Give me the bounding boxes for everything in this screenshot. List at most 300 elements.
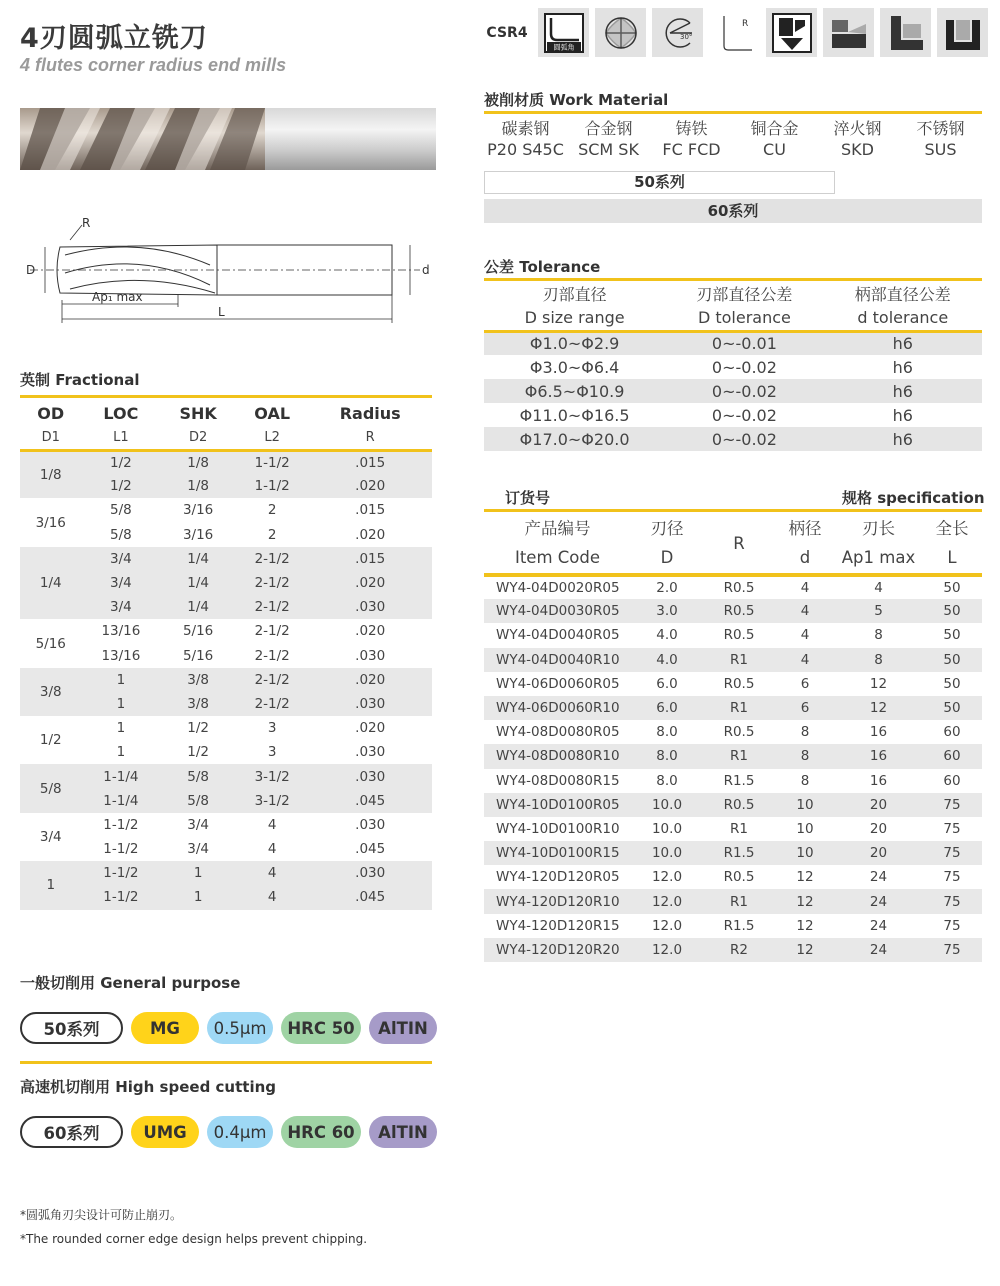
drawing-r-label: R xyxy=(82,216,91,230)
table-cell: R1.5 xyxy=(723,917,755,934)
table-cell: .030 xyxy=(308,644,432,668)
table-cell: h6 xyxy=(892,405,913,425)
table-cell: 1-1/2 xyxy=(236,450,308,474)
item-code-cell: WY4-06D0060R05 xyxy=(496,675,620,692)
table-cell: 1 xyxy=(81,740,160,764)
fractional-divider xyxy=(20,395,432,398)
table-cell: 3/4 xyxy=(160,837,236,861)
table-cell: 8 xyxy=(775,744,835,768)
od-cell: 3/4 xyxy=(20,813,81,861)
material-name: 合金钢 xyxy=(584,119,633,138)
od-cell: 3/8 xyxy=(20,668,81,716)
table-cell: .015 xyxy=(308,547,432,571)
table-cell: 3.0 xyxy=(631,599,703,623)
table-cell: R1.5 xyxy=(703,841,775,865)
svg-text:30°: 30° xyxy=(679,32,692,41)
table-cell: .020 xyxy=(308,523,432,547)
table-row xyxy=(484,817,982,841)
note-cn: *圆弧角刃尖设计可防止崩刃。 xyxy=(20,1208,183,1222)
item-code-cell: WY4-04D0040R05 xyxy=(496,627,620,644)
table-row xyxy=(484,403,982,427)
item-code-cell: WY4-04D0030R05 xyxy=(484,599,631,623)
od-cell: 1/4 xyxy=(20,547,81,620)
order-table xyxy=(484,513,982,962)
table-cell: 10 xyxy=(775,793,835,817)
table-cell: 24 xyxy=(835,889,922,913)
table-cell: 3/4 xyxy=(81,571,160,595)
table-cell: .015 xyxy=(308,450,432,474)
item-code-cell: WY4-120D120R10 xyxy=(484,889,631,913)
series-badge: 50系列 xyxy=(20,1012,123,1044)
od-cell: 1 xyxy=(20,861,81,909)
table-cell: 3 xyxy=(236,740,308,764)
table-cell: .030 xyxy=(308,813,432,837)
table-cell: 12 xyxy=(775,938,835,962)
table-cell: 1 xyxy=(160,885,236,909)
od-cell: 3/16 xyxy=(20,498,81,546)
table-cell: 60 xyxy=(922,744,982,768)
table-cell: .020 xyxy=(308,474,432,498)
table-cell: 2-1/2 xyxy=(236,644,308,668)
table-cell: 20 xyxy=(869,820,888,837)
table-row xyxy=(20,450,432,474)
hardness-badge: HRC 60 xyxy=(281,1116,361,1148)
table-cell: .030 xyxy=(308,595,432,619)
table-row xyxy=(20,668,432,692)
table-row xyxy=(484,648,982,672)
item-code-cell: WY4-10D0100R10 xyxy=(496,820,620,837)
table-cell: 3/8 xyxy=(160,668,236,692)
table-cell: 3/4 xyxy=(81,547,160,571)
table-cell: 12.0 xyxy=(631,938,703,962)
material-codes-row xyxy=(484,140,982,159)
table-cell: 3-1/2 xyxy=(236,789,308,813)
table-cell: 50 xyxy=(922,648,982,672)
order-header-cn: 产品编号 刃径 R 柄径 刃长 全长 xyxy=(484,513,982,541)
table-cell: 50 xyxy=(943,580,961,597)
table-cell: 4.0 xyxy=(631,648,703,672)
table-cell: 10.0 xyxy=(651,820,683,837)
table-cell: .045 xyxy=(308,789,432,813)
end-mill-photo xyxy=(20,100,440,178)
table-cell: 16 xyxy=(869,772,888,789)
table-cell: 2-1/2 xyxy=(236,595,308,619)
table-row xyxy=(20,644,432,668)
table-row xyxy=(484,744,982,768)
table-cell: 3/8 xyxy=(160,692,236,716)
material-code: FC FCD xyxy=(662,140,721,159)
item-code-cell: WY4-08D0080R15 xyxy=(496,772,620,789)
plunge-icon xyxy=(766,8,817,57)
table-row xyxy=(484,865,982,889)
table-cell: Φ6.5~Φ10.9 xyxy=(484,379,665,403)
table-cell: .045 xyxy=(308,837,432,861)
table-row xyxy=(484,331,982,355)
slot-side-icon xyxy=(823,8,874,57)
slotting-icon xyxy=(937,8,988,57)
coating-badge: AlTIN xyxy=(369,1012,437,1044)
table-cell: 50 xyxy=(922,696,982,720)
table-cell: R1 xyxy=(730,820,748,837)
fractional-table xyxy=(20,401,432,910)
table-cell: 1/8 xyxy=(160,474,236,498)
table-cell: 8.0 xyxy=(656,724,678,741)
table-cell: 4 xyxy=(236,861,308,885)
table-row xyxy=(20,740,432,764)
radius-profile-icon xyxy=(709,8,760,57)
series-50-bar: 50系列 xyxy=(484,171,835,194)
table-cell: 2-1/2 xyxy=(236,571,308,595)
table-cell: 75 xyxy=(922,841,982,865)
table-cell: 6 xyxy=(775,696,835,720)
page-subtitle: 4 flutes corner radius end mills xyxy=(20,55,287,75)
table-cell: 60 xyxy=(943,772,961,789)
table-cell: R0.5 xyxy=(723,724,755,741)
table-row xyxy=(484,841,982,865)
table-cell: 3/4 xyxy=(160,813,236,837)
item-code-cell: WY4-120D120R20 xyxy=(484,938,631,962)
table-cell: 8 xyxy=(835,648,922,672)
material-code: P20 S45C xyxy=(487,140,564,159)
order-label: 订货号 xyxy=(505,489,551,507)
table-cell: 16 xyxy=(869,724,888,741)
item-code-cell: WY4-06D0060R10 xyxy=(484,696,631,720)
table-row xyxy=(484,379,982,403)
drawing-d-label: D xyxy=(26,263,36,277)
helix-30-icon xyxy=(652,8,703,57)
table-cell: Φ11.0~Φ16.5 xyxy=(519,405,630,425)
table-cell: .020 xyxy=(308,571,432,595)
hardness-badge: HRC 50 xyxy=(281,1012,361,1044)
table-cell: 8 xyxy=(800,724,810,741)
table-cell: 0~-0.01 xyxy=(665,331,823,355)
table-cell: 20 xyxy=(835,841,922,865)
table-cell: 5/16 xyxy=(160,619,236,643)
table-cell: 10 xyxy=(796,820,814,837)
table-row xyxy=(484,575,982,599)
od-cell: 5/8 xyxy=(20,764,81,812)
table-cell: 3 xyxy=(236,716,308,740)
table-row xyxy=(20,885,432,909)
table-row xyxy=(484,938,982,962)
table-cell: 10.0 xyxy=(631,841,703,865)
table-cell: 1/4 xyxy=(160,547,236,571)
table-cell: 24 xyxy=(869,869,888,886)
table-cell: 4 xyxy=(236,885,308,909)
table-cell: 5/8 xyxy=(81,498,160,522)
table-cell: 8 xyxy=(874,627,883,644)
table-cell: R0.5 xyxy=(723,580,755,597)
table-cell: 1 xyxy=(160,861,236,885)
table-cell: R1 xyxy=(703,889,775,913)
table-cell: 60 xyxy=(943,724,961,741)
table-cell: R0.5 xyxy=(723,869,755,886)
table-cell: 5/16 xyxy=(160,644,236,668)
table-row xyxy=(20,595,432,619)
table-cell: .030 xyxy=(308,740,432,764)
corner-radius-icon xyxy=(538,8,589,57)
table-row xyxy=(20,764,432,788)
table-cell: 1-1/2 xyxy=(81,813,160,837)
table-cell: h6 xyxy=(824,379,982,403)
table-cell: 4 xyxy=(775,599,835,623)
table-cell: 12 xyxy=(835,696,922,720)
material-code: SKD xyxy=(841,140,874,159)
item-code-cell: WY4-10D0100R05 xyxy=(484,793,631,817)
table-cell: 1 xyxy=(81,668,160,692)
table-cell: 75 xyxy=(943,820,961,837)
svg-text:R: R xyxy=(741,18,748,29)
table-cell: 4 xyxy=(800,580,810,597)
table-cell: 12 xyxy=(796,869,814,886)
item-code-cell: WY4-08D0080R05 xyxy=(496,724,620,741)
spec-label: 规格 specification xyxy=(842,489,985,507)
table-cell: 1 xyxy=(81,692,160,716)
table-cell: 10 xyxy=(775,841,835,865)
table-cell: 4 xyxy=(236,813,308,837)
grade-badge: UMG xyxy=(131,1116,199,1148)
table-cell: 5 xyxy=(835,599,922,623)
item-code-cell: WY4-04D0020R05 xyxy=(496,580,620,597)
table-cell: 75 xyxy=(943,869,961,886)
table-cell: h6 xyxy=(892,357,913,377)
fractional-subheader-row: D1 L1 D2 L2 R xyxy=(20,426,432,450)
fractional-header-row: OD LOC SHK OAL Radius xyxy=(37,404,401,423)
table-row xyxy=(484,427,982,451)
grain-size-badge: 0.5μm xyxy=(207,1012,273,1044)
table-cell: 1-1/2 xyxy=(81,861,160,885)
table-row xyxy=(20,498,432,522)
table-row xyxy=(484,623,982,647)
table-cell: 0~-0.02 xyxy=(665,427,823,451)
four-flute-icon xyxy=(595,8,646,57)
item-code-cell: WY4-08D0080R10 xyxy=(484,744,631,768)
table-row xyxy=(484,720,982,744)
table-row xyxy=(20,789,432,813)
table-cell: 1-1/2 xyxy=(81,837,160,861)
table-cell: 50 xyxy=(943,627,961,644)
general-purpose-label: 一般切削用 General purpose xyxy=(20,974,241,992)
table-row xyxy=(484,914,982,938)
table-cell: 12 xyxy=(869,675,888,692)
od-cell: 5/16 xyxy=(20,619,81,667)
table-cell: R1 xyxy=(703,744,775,768)
material-code: SUS xyxy=(924,140,957,159)
table-cell: 10.0 xyxy=(631,793,703,817)
table-row xyxy=(20,716,432,740)
table-cell: .020 xyxy=(308,716,432,740)
table-cell: R1.5 xyxy=(723,772,755,789)
table-row xyxy=(484,355,982,379)
table-cell: 8.0 xyxy=(631,744,703,768)
item-code-cell: WY4-120D120R05 xyxy=(496,869,620,886)
table-cell: 6.0 xyxy=(656,675,678,692)
table-row xyxy=(20,692,432,716)
table-cell: 12.0 xyxy=(651,869,683,886)
table-cell: 1-1/2 xyxy=(81,885,160,909)
grain-size-badge: 0.4μm xyxy=(207,1116,273,1148)
svg-text:圆弧角: 圆弧角 xyxy=(553,43,574,51)
table-row xyxy=(484,889,982,913)
table-cell: 2 xyxy=(236,523,308,547)
order-divider xyxy=(484,509,982,512)
table-cell: 50 xyxy=(922,599,982,623)
page-title: 4刃圆弧立铣刀 xyxy=(20,23,208,54)
order-header-en: Item Code D d Ap1 max L xyxy=(484,541,982,575)
table-cell: 3-1/2 xyxy=(236,764,308,788)
table-cell: 4 xyxy=(236,837,308,861)
table-cell: .020 xyxy=(308,619,432,643)
grade-badge: MG xyxy=(131,1012,199,1044)
tolerance-label: 公差 Tolerance xyxy=(484,258,601,276)
table-cell: R0.5 xyxy=(723,627,755,644)
table-row xyxy=(20,547,432,571)
table-cell: 4 xyxy=(800,627,810,644)
table-cell: 3/16 xyxy=(160,498,236,522)
table-cell: .030 xyxy=(308,764,432,788)
material-name: 碳素钢 xyxy=(501,119,550,138)
material-code: SCM SK xyxy=(578,140,639,159)
table-cell: 5/8 xyxy=(160,789,236,813)
series-badge: 60系列 xyxy=(20,1116,123,1148)
table-cell: h6 xyxy=(824,331,982,355)
table-row xyxy=(20,861,432,885)
csr4-icon: CSR4 xyxy=(482,8,532,57)
table-cell: Φ17.0~Φ20.0 xyxy=(484,427,665,451)
table-cell: 20 xyxy=(835,793,922,817)
table-cell: R1 xyxy=(703,696,775,720)
table-cell: R2 xyxy=(703,938,775,962)
table-cell: .015 xyxy=(308,498,432,522)
table-cell: R0.5 xyxy=(703,793,775,817)
table-row xyxy=(20,837,432,861)
od-cell: 1/2 xyxy=(20,716,81,764)
table-cell: .045 xyxy=(308,885,432,909)
table-cell: 2-1/2 xyxy=(236,547,308,571)
tolerance-header-cn: 刃部直径 刃部直径公差 柄部直径公差 xyxy=(542,284,951,304)
drawing-small-d-label: d xyxy=(422,263,430,277)
table-cell: .030 xyxy=(308,692,432,716)
table-cell: 13/16 xyxy=(81,619,160,643)
table-cell: 8 xyxy=(800,772,810,789)
item-code-cell: WY4-04D0040R10 xyxy=(484,648,631,672)
table-row xyxy=(484,599,982,623)
high-speed-label: 高速机切削用 High speed cutting xyxy=(20,1078,276,1096)
table-cell: 4 xyxy=(874,580,883,597)
table-cell: 24 xyxy=(869,917,888,934)
table-cell: 75 xyxy=(922,889,982,913)
work-material-divider xyxy=(484,111,982,114)
table-cell: 50 xyxy=(943,675,961,692)
table-cell: 2-1/2 xyxy=(236,619,308,643)
table-cell: 0~-0.02 xyxy=(711,357,777,377)
table-cell: 0~-0.02 xyxy=(665,379,823,403)
coating-badge: AlTIN xyxy=(369,1116,437,1148)
table-cell: R0.5 xyxy=(703,599,775,623)
table-row xyxy=(484,672,982,696)
material-name: 铸铁 xyxy=(675,119,708,138)
table-cell: R0.5 xyxy=(723,675,755,692)
end-mill-drawing xyxy=(20,215,440,335)
table-cell: h6 xyxy=(824,427,982,451)
table-cell: 12.0 xyxy=(631,889,703,913)
table-cell: 1/2 xyxy=(81,450,160,474)
table-cell: 2-1/2 xyxy=(236,692,308,716)
table-cell: 1-1/2 xyxy=(236,474,308,498)
table-cell: 12 xyxy=(775,889,835,913)
table-row xyxy=(484,793,982,817)
material-names-row xyxy=(484,116,982,139)
table-row xyxy=(20,474,432,498)
table-cell: 1 xyxy=(81,716,160,740)
table-cell: Φ3.0~Φ6.4 xyxy=(529,357,620,377)
table-cell: 4.0 xyxy=(656,627,678,644)
table-cell: 75 xyxy=(922,793,982,817)
table-row xyxy=(20,571,432,595)
table-cell: 1/4 xyxy=(160,595,236,619)
table-row xyxy=(484,696,982,720)
table-cell: 2-1/2 xyxy=(236,668,308,692)
table-cell: 4 xyxy=(775,648,835,672)
table-cell: 1/4 xyxy=(160,571,236,595)
table-cell: Φ1.0~Φ2.9 xyxy=(484,331,665,355)
table-cell: R1 xyxy=(703,648,775,672)
table-cell: 8.0 xyxy=(656,772,678,789)
general-divider xyxy=(20,1061,432,1064)
table-cell: 1/8 xyxy=(160,450,236,474)
shoulder-icon xyxy=(880,8,931,57)
od-cell: 1/8 xyxy=(20,450,81,498)
material-code: CU xyxy=(763,140,786,159)
table-cell: 12.0 xyxy=(651,917,683,934)
fractional-label: 英制 Fractional xyxy=(20,371,140,389)
table-cell: 1/2 xyxy=(160,740,236,764)
table-cell: 6 xyxy=(800,675,810,692)
drawing-l-label: L xyxy=(218,305,225,319)
table-row xyxy=(20,619,432,643)
material-name: 不锈钢 xyxy=(916,119,965,138)
work-material-label: 被削材质 Work Material xyxy=(484,91,669,109)
material-name: 淬火钢 xyxy=(833,119,882,138)
table-cell: 1-1/4 xyxy=(81,764,160,788)
table-row xyxy=(20,813,432,837)
table-cell: 2 xyxy=(236,498,308,522)
table-cell: 1-1/4 xyxy=(81,789,160,813)
table-cell: 75 xyxy=(922,938,982,962)
table-cell: 5/8 xyxy=(81,523,160,547)
table-cell: 24 xyxy=(835,938,922,962)
feature-icons xyxy=(482,8,988,57)
table-cell: 16 xyxy=(835,744,922,768)
note-en: *The rounded corner edge design helps prevent chipping. xyxy=(20,1232,368,1246)
series-60-bar: 60系列 xyxy=(484,199,982,223)
table-cell: 13/16 xyxy=(81,644,160,668)
item-code-cell: WY4-10D0100R15 xyxy=(484,841,631,865)
table-cell: 1/2 xyxy=(160,716,236,740)
table-cell: .030 xyxy=(308,861,432,885)
table-row xyxy=(484,769,982,793)
drawing-ap-label: Ap₁ max xyxy=(92,290,143,304)
table-cell: 5/8 xyxy=(160,764,236,788)
general-purpose-specs xyxy=(20,1012,437,1044)
item-code-cell: WY4-120D120R15 xyxy=(496,917,620,934)
table-cell: 75 xyxy=(943,917,961,934)
table-cell: 0~-0.02 xyxy=(711,405,777,425)
table-cell: 2.0 xyxy=(656,580,678,597)
tolerance-header-en: D size range D tolerance d tolerance xyxy=(484,305,982,331)
table-cell: 1/2 xyxy=(81,474,160,498)
material-name: 铜合金 xyxy=(750,119,799,138)
